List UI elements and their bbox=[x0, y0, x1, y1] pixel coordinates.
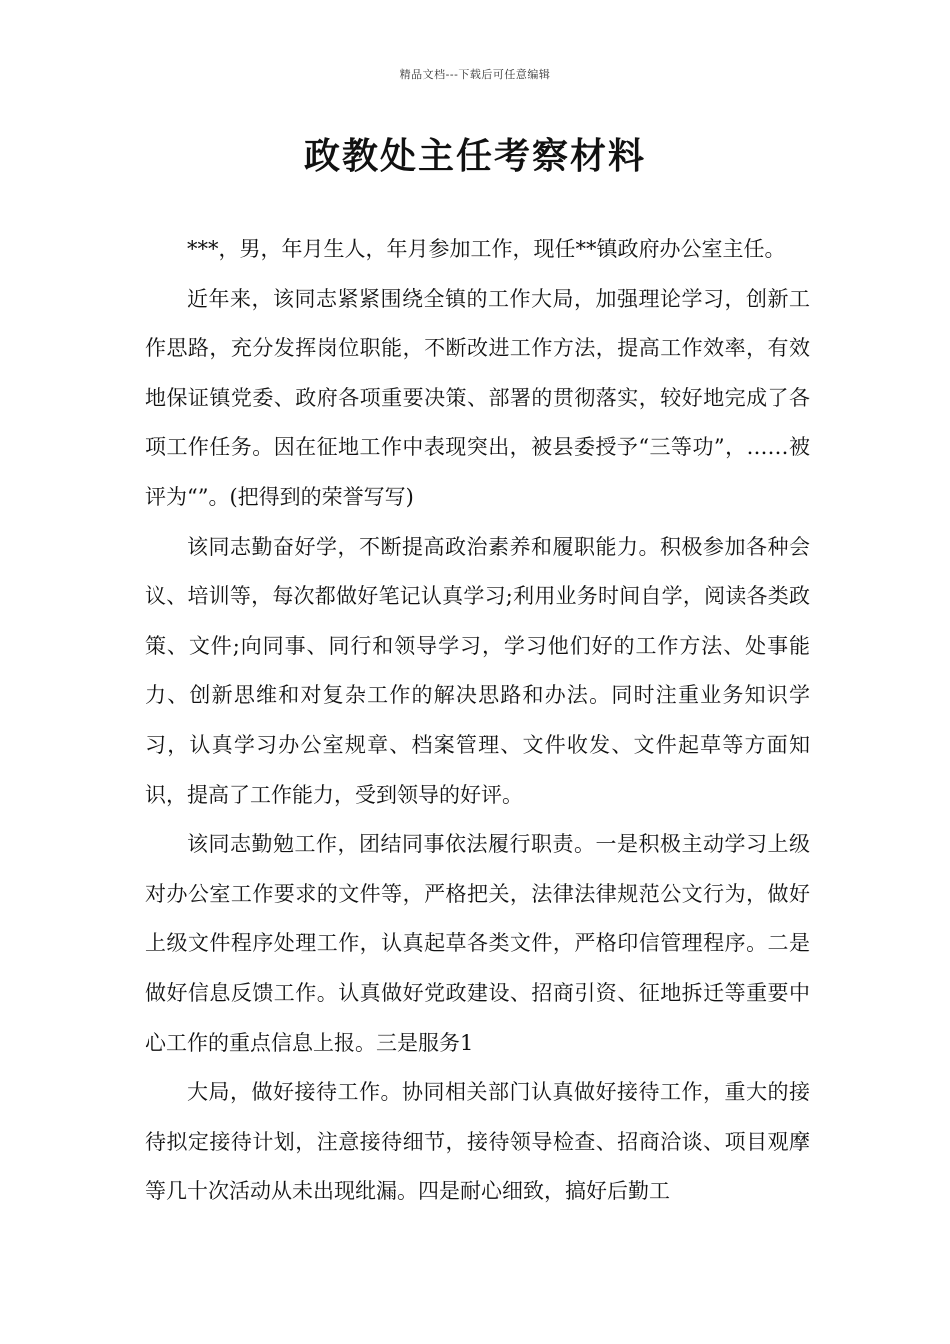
paragraph-duties: 该同志勤勉工作，团结同事依法履行职责。一是积极主动学习上级对办公室工作要求的文件等，严格把关，法律法律规范公文行为，做好上级文件程序处理工作，认真起草各类文件，严格印信管理程序。二是做好信息反馈工作。认真做好党政建设、招商引资、征地拆迁等重要中心工作的重点信息上报。三是服务1 bbox=[145, 832, 810, 1055]
document-body bbox=[145, 225, 810, 1217]
paragraph-intro: ***，男，年月生人，年月参加工作，现任**镇政府办公室主任。 bbox=[187, 237, 786, 261]
paragraph-reception: 大局，做好接待工作。协同相关部门认真做好接待工作，重大的接待拟定接待计划，注意接待细节，接待领导检查、招商洽谈、项目观摩等几十次活动从未出现纰漏。四是耐心细致，搞好后勤工 bbox=[145, 1080, 810, 1204]
paragraph-study: 该同志勤奋好学，不断提高政治素养和履职能力。积极参加各种会议、培训等，每次都做好笔记认真学习;利用业务时间自学，阅读各类政策、文件;向同事、同行和领导学习，学习他们好的工作方法、处事能力、创新思维和对复杂工作的解决思路和办法。同时注重业务知识学习，认真学习办公室规章、档案管理、文件收发、文件起草等方面知识，提高了工作能力，受到领导的好评。 bbox=[145, 534, 810, 807]
paragraph-summary: 近年来，该同志紧紧围绕全镇的工作大局，加强理论学习，创新工作思路，充分发挥岗位职能，不断改进工作方法，提高工作效率，有效地保证镇党委、政府各项重要决策、部署的贯彻落实，较好地完成了各项工作任务。因在征地工作中表现突出，被县委授予“三等功”，……被评为“”。(把得到的荣誉写写) bbox=[145, 286, 810, 509]
header-note: 精品文档---下载后可任意编辑 bbox=[399, 68, 551, 81]
page-title: 政教处主任考察材料 bbox=[303, 135, 646, 177]
